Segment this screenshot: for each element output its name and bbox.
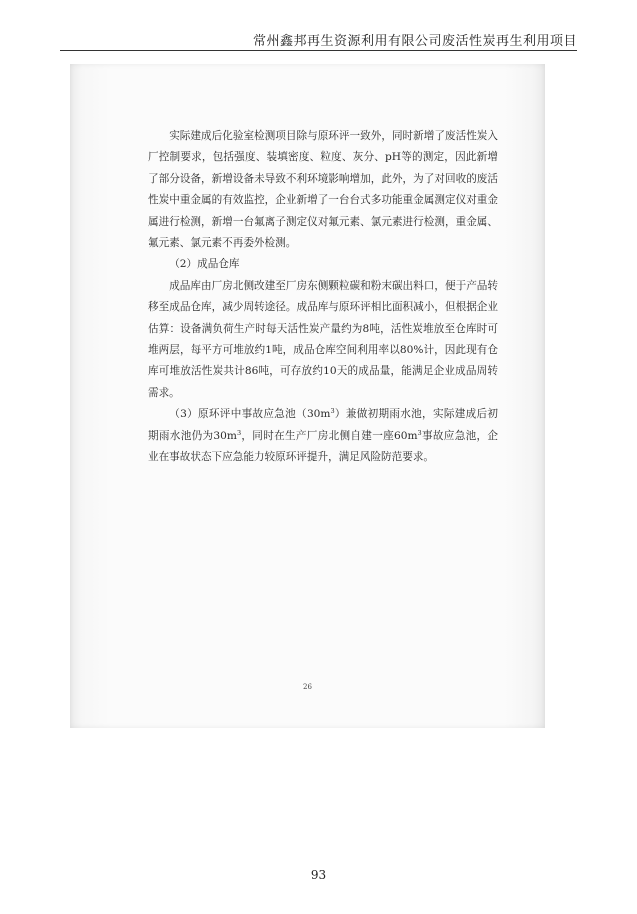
scanned-page xyxy=(70,64,545,728)
superscript-3: 3 xyxy=(330,407,335,416)
superscript-3: 3 xyxy=(417,428,422,437)
scan-page-number: 26 xyxy=(303,683,312,691)
superscript-3: 3 xyxy=(236,428,242,437)
page-number: 93 xyxy=(310,868,327,882)
paragraph-lab-testing: 实际建成后化验室检测项目除与原环评一致外，同时新增了废活性炭入厂控制要求，包括强度、装填密度、粒度、灰分、pH等的测定，因此新增了部分设备，新增设备未导致不利环境影响增加，此外，为了对回收的废活性炭中重金属的有效监控，企业新增了一台台式多功能重金属测定仪对重金属进行检测，新增一台氟离子测定仪对氟元素、氯元素进行检测，重金属、氟元素、氯元素不再委外检测。 xyxy=(148,130,498,250)
page-header xyxy=(60,28,577,51)
section-heading-warehouse: （2）成品仓库 xyxy=(169,258,240,271)
header-title: 常州鑫邦再生资源利用有限公司废活性炭再生利用项目 xyxy=(252,34,577,49)
emergency-pool-text-2: ）兼做初期雨水池，实际建成后初期雨水池仍为30m xyxy=(148,408,499,442)
paragraph-warehouse: 成品库由厂房北侧改建至厂房东侧颗粒碳和粉末碳出料口，便于产品转移至成品仓库，减少周转途径。成品库与原环评相比面积减小，但根据企业估算：设备满负荷生产时每天活性炭产量约为8吨，活性炭堆放至仓库时可堆两层，每平方可堆放约1吨，成品仓库空间利用率以80%计，因此现有仓库可堆放活性炭共计86吨，可存放约10天的成品量，能满足企业成品周转需求。 xyxy=(148,279,498,399)
emergency-pool-text-1: （3）原环评中事故应急池（30m xyxy=(169,408,331,421)
paragraph-emergency-pool xyxy=(148,404,498,468)
emergency-pool-text-4: 事故应急池，企业在事故状态下应急能力较原环评提升，满足风险防范要求。 xyxy=(148,429,498,464)
emergency-pool-text-3: ，同时在生产厂房北侧自建一座60m xyxy=(241,429,418,442)
body-text xyxy=(148,126,498,469)
